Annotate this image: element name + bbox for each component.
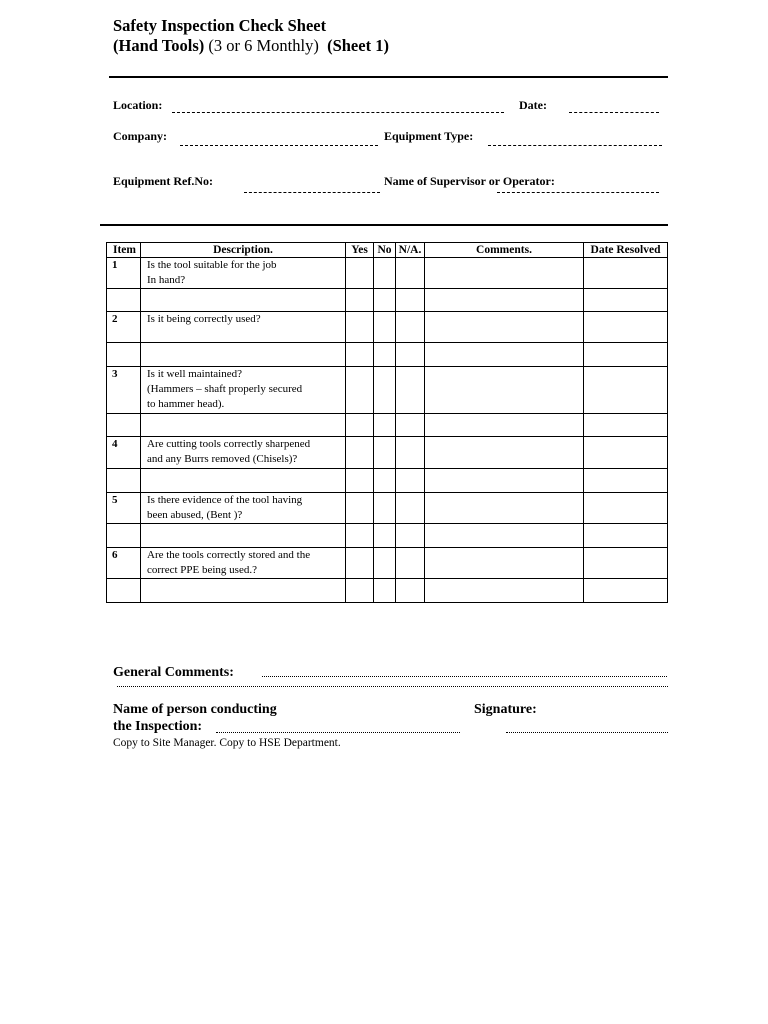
header-no: No: [374, 243, 396, 258]
equipment-ref-label: Equipment Ref.No:: [113, 174, 214, 188]
item-description: Is there evidence of the tool having been abused, (Bent )?: [141, 493, 346, 524]
table-row-blank: [107, 414, 668, 437]
signature-field[interactable]: [506, 732, 668, 733]
general-comments-line-2[interactable]: [117, 686, 668, 687]
no-cell[interactable]: [374, 312, 396, 343]
comments-cell[interactable]: [425, 437, 584, 469]
na-cell[interactable]: [396, 548, 425, 579]
title-line-2: [113, 36, 389, 56]
item-number: 5: [107, 493, 141, 524]
company-label: Company:: [113, 129, 168, 143]
item-description: Is it well maintained? (Hammers – shaft properly secured to hammer head).: [141, 367, 346, 414]
location-label: Location:: [113, 98, 163, 112]
header-rule-bottom: [100, 224, 668, 226]
equipment-type-label: Equipment Type:: [384, 129, 474, 143]
no-cell[interactable]: [374, 367, 396, 414]
title-sheet: (Sheet 1): [327, 36, 389, 55]
na-cell[interactable]: [396, 437, 425, 469]
general-comments-label: General Comments:: [113, 665, 234, 680]
table-row-blank: [107, 469, 668, 493]
equipment-type-field[interactable]: [488, 145, 662, 146]
yes-cell[interactable]: [346, 437, 374, 469]
yes-cell[interactable]: [346, 312, 374, 343]
header-na: N/A.: [396, 243, 425, 258]
header-description: Description.: [141, 243, 346, 258]
location-field[interactable]: [172, 112, 504, 113]
table-row-blank: [107, 524, 668, 548]
na-cell[interactable]: [396, 258, 425, 289]
title-line-1: Safety Inspection Check Sheet: [113, 16, 327, 35]
yes-cell[interactable]: [346, 258, 374, 289]
no-cell[interactable]: [374, 493, 396, 524]
header-yes: Yes: [346, 243, 374, 258]
general-comments-line-1[interactable]: [262, 676, 667, 677]
na-cell[interactable]: [396, 312, 425, 343]
table-row: [107, 312, 668, 343]
yes-cell[interactable]: [346, 367, 374, 414]
comments-cell[interactable]: [425, 312, 584, 343]
header-rule-top: [109, 76, 668, 78]
table-row-blank: [107, 289, 668, 312]
table-row: [107, 258, 668, 289]
header-item: Item: [107, 243, 141, 258]
yes-cell[interactable]: [346, 548, 374, 579]
item-number: 2: [107, 312, 141, 343]
inspector-name-label-line-2: the Inspection:: [113, 719, 203, 734]
item-number: 1: [107, 258, 141, 289]
yes-cell[interactable]: [346, 493, 374, 524]
date-label: Date:: [519, 98, 547, 112]
supervisor-field[interactable]: [497, 192, 659, 193]
item-description: Is the tool suitable for the job In hand?: [141, 258, 346, 289]
date-resolved-cell[interactable]: [584, 367, 668, 414]
header-comments: Comments.: [425, 243, 584, 258]
equipment-ref-field[interactable]: [244, 192, 380, 193]
table-row-blank: [107, 579, 668, 603]
comments-cell[interactable]: [425, 493, 584, 524]
item-number: 6: [107, 548, 141, 579]
date-resolved-cell[interactable]: [584, 312, 668, 343]
title-frequency: (3 or 6 Monthly): [208, 36, 319, 55]
company-field[interactable]: [180, 145, 378, 146]
inspector-name-field[interactable]: [216, 732, 460, 733]
date-resolved-cell[interactable]: [584, 548, 668, 579]
date-resolved-cell[interactable]: [584, 437, 668, 469]
table-row-blank: [107, 343, 668, 367]
table-header-row: [107, 243, 668, 258]
comments-cell[interactable]: [425, 367, 584, 414]
table-row: [107, 493, 668, 524]
header-date-resolved: Date Resolved: [584, 243, 668, 258]
na-cell[interactable]: [396, 493, 425, 524]
na-cell[interactable]: [396, 367, 425, 414]
inspection-table: [106, 242, 668, 603]
supervisor-label: Name of Supervisor or Operator:: [384, 174, 555, 188]
table-row: [107, 367, 668, 414]
signature-label: Signature:: [474, 702, 537, 717]
item-description: Is it being correctly used?: [141, 312, 346, 343]
item-description: Are cutting tools correctly sharpened and any Burrs removed (Chisels)?: [141, 437, 346, 469]
item-number: 3: [107, 367, 141, 414]
date-resolved-cell[interactable]: [584, 493, 668, 524]
item-number: 4: [107, 437, 141, 469]
no-cell[interactable]: [374, 548, 396, 579]
table-row: [107, 437, 668, 469]
page-title: [113, 16, 389, 56]
item-description: Are the tools correctly stored and the correct PPE being used.?: [141, 548, 346, 579]
table-row: [107, 548, 668, 579]
comments-cell[interactable]: [425, 548, 584, 579]
title-hand-tools: (Hand Tools): [113, 36, 205, 55]
inspector-name-label-line-1: Name of person conducting: [113, 702, 277, 717]
no-cell[interactable]: [374, 258, 396, 289]
comments-cell[interactable]: [425, 258, 584, 289]
no-cell[interactable]: [374, 437, 396, 469]
date-field[interactable]: [569, 112, 659, 113]
date-resolved-cell[interactable]: [584, 258, 668, 289]
copy-distribution-note: Copy to Site Manager. Copy to HSE Department.: [113, 737, 341, 749]
